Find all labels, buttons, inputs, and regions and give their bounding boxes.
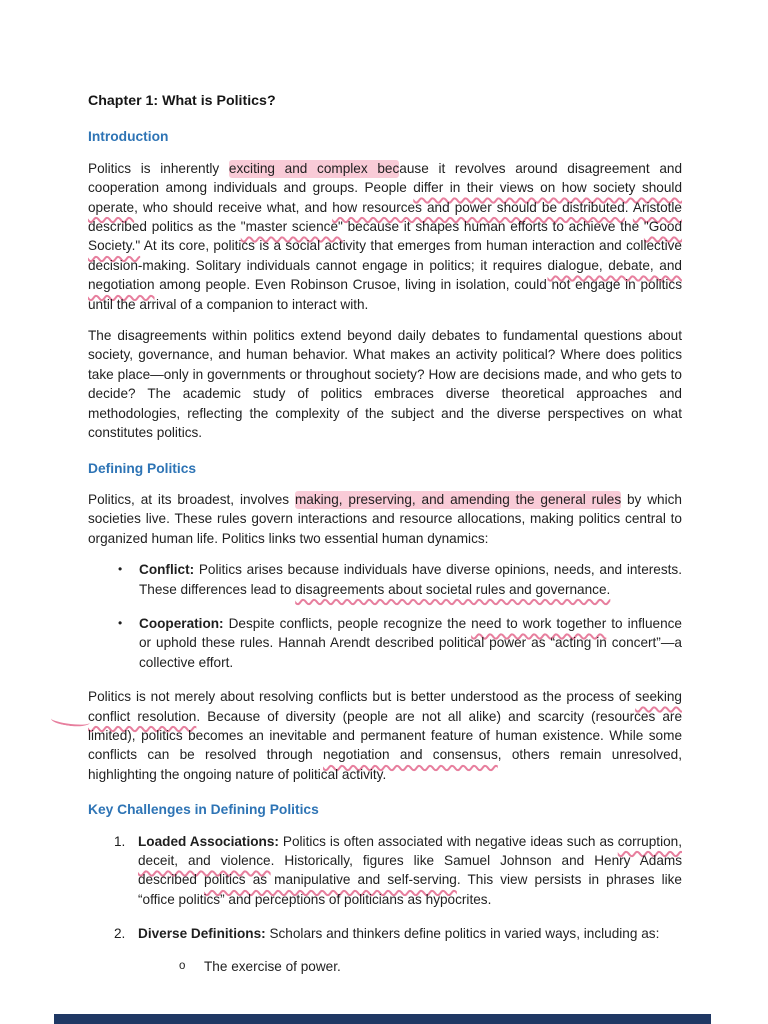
text-run: among people. Even Robinson Crusoe, living in isolation, could not engage in politics until the arrival of a companion to interact with.	[88, 277, 682, 312]
list-item-text	[139, 614, 682, 672]
text-run: .	[624, 199, 633, 215]
text-run: The exercise of power.	[204, 958, 341, 974]
section-heading: Introduction	[88, 129, 169, 145]
pen-underline-mark: negotiation and consensus	[323, 747, 498, 763]
text-run: , others remain unresolved, highlighting the ongoing nature of political activity.	[88, 747, 683, 782]
list-item	[88, 560, 682, 599]
text-run: Politics is often associated with negative ideas such as	[278, 833, 618, 849]
page-footer-bar	[54, 1014, 711, 1024]
list-marker-icon: 1.	[114, 833, 126, 849]
text-run: . Historically, figures like Samuel Johnson and Henry Adams described	[138, 853, 683, 888]
pen-underline-mark: politics as manipulative and self-serving	[204, 872, 457, 888]
pen-underline-mark: "master science"	[240, 219, 343, 235]
list-item	[88, 832, 682, 910]
text-run: to influence or uphold these rules. Hannah Arendt described political power as “acting in concert”—a collective effort.	[139, 615, 682, 670]
list-item	[88, 924, 682, 976]
sub-bullet-list	[138, 957, 682, 976]
text-run: Politics arises because individuals have diverse opinions, needs, and interests. These differences lead to	[139, 562, 682, 597]
paragraph	[88, 490, 682, 548]
text-run: , who should receive what, and	[134, 199, 333, 215]
document-title: Chapter 1: What is Politics?	[88, 93, 276, 109]
list-item	[88, 614, 682, 672]
text-run: At its core, politics is a social activity that emerges from human interaction and collective decision-making. Solitary individuals cannot engage in politics; it requires	[88, 238, 682, 273]
pen-underline-mark: disagreements about societal rules and governance.	[295, 581, 611, 597]
text-run: . Because of diversity (people are not all alike) and scarcity (resources are limited), politics becomes an inevitable and permanent feature of human existence. While some conflicts can be resolved through	[88, 708, 683, 763]
list-item-text	[138, 924, 682, 976]
pen-underline-mark: dialogue, debate, and negotiation	[88, 257, 682, 293]
pen-underline-mark: need to work together	[471, 615, 607, 631]
text-run: Politics, at its broadest, involves	[88, 491, 295, 507]
pen-underline-mark: differ in their views on how society should operate	[88, 180, 683, 215]
pen-underline-mark: Aristotle	[632, 199, 682, 215]
list-item-text	[139, 560, 682, 599]
list-marker-icon: 2.	[114, 926, 126, 942]
text-run: Diverse Definitions:	[138, 926, 266, 942]
pen-highlight-mark: exciting and complex bec	[228, 160, 400, 176]
text-run: Conflict:	[139, 562, 195, 578]
text-run: Scholars and thinkers define politics in varied ways, including as:	[265, 926, 660, 942]
text-run: Loaded Associations:	[138, 833, 279, 849]
text-run: described politics as the	[88, 219, 241, 235]
text-run: Cooperation:	[139, 615, 224, 631]
list-marker-icon: •	[118, 615, 123, 630]
text-run: by which societies live. These rules govern interactions and resource allocations, making politics central to organized human life. Politics links two essential human dynamics:	[88, 491, 682, 546]
document-content	[88, 92, 682, 991]
text-run: ause it revolves around disagreement and cooperation among individuals and groups. People	[88, 160, 682, 196]
text-run: Politics is inherently	[88, 160, 229, 176]
text-run: because it shapes human efforts to achieve the	[342, 219, 644, 235]
pen-underline-mark: corruption, deceit, and violence	[138, 833, 682, 868]
list-item-text	[204, 957, 682, 976]
list-marker-icon: •	[118, 562, 123, 577]
list-item	[138, 957, 682, 976]
text-run: Despite conflicts, people recognize the	[223, 615, 472, 631]
section-heading: Defining Politics	[88, 460, 197, 476]
bullet-list	[88, 560, 682, 672]
paragraph	[88, 159, 682, 314]
text-run: The disagreements within politics extend beyond daily debates to fundamental questions about society, governance, and human behavior. What makes an activity political? Where does politics take place—only in governments or throughout society? How are decisions made, and who gets to decide? The academic study of politics embraces diverse theoretical approaches and methodologies, reflecting the complexity of the subject and the diverse perspectives on what constitutes politics.	[88, 328, 682, 441]
pen-underline-mark: seeking conflict resolution	[88, 689, 682, 724]
pen-underline-mark: "Good Society."	[88, 219, 683, 254]
list-marker-icon: o	[179, 959, 186, 972]
paragraph	[88, 326, 682, 442]
numbered-list	[88, 832, 682, 976]
text-run: Politics is not merely about resolving conflicts but is better understood as the process of	[88, 689, 636, 705]
pen-underline-mark: how resources and power should be distributed	[332, 199, 625, 215]
section-heading: Key Challenges in Defining Politics	[88, 802, 319, 818]
paragraph	[88, 687, 682, 784]
list-item-text	[138, 832, 682, 910]
text-run: . This view persists in phrases like “office politics” and perceptions of politicians as hypocrites.	[138, 872, 682, 907]
pen-highlight-mark: making, preserving, and amending the general rules	[294, 491, 622, 507]
